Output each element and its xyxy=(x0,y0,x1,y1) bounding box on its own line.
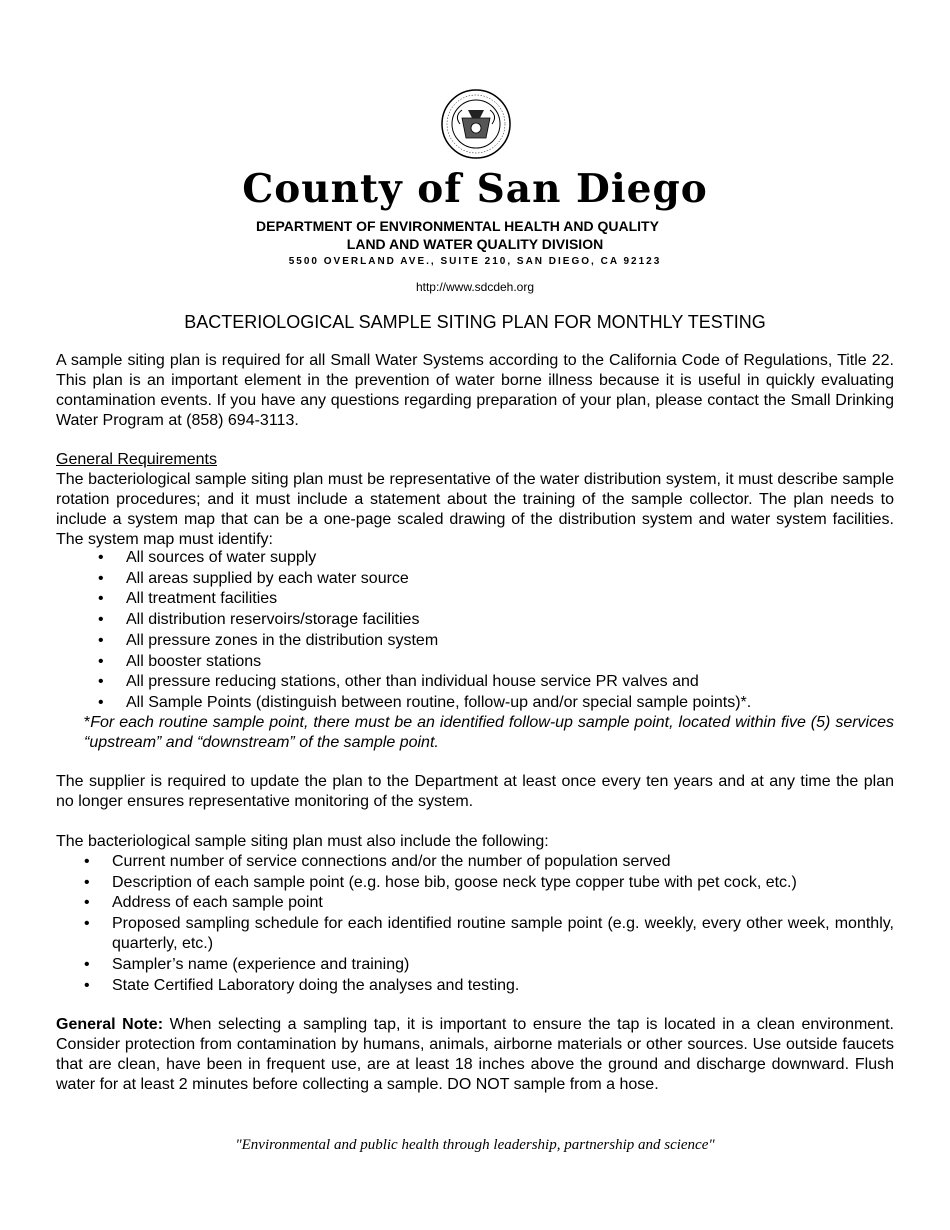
bullet-icon: • xyxy=(84,914,90,932)
list-item: • All areas supplied by each water source xyxy=(56,569,894,590)
list-item: • All sources of water supply xyxy=(56,548,894,569)
also-include-intro: The bacteriological sample siting plan must also include the following: xyxy=(56,833,549,850)
footnote-marker: * xyxy=(84,714,91,731)
list-item: • All pressure zones in the distribution system xyxy=(56,631,894,652)
footer-motto: "Environmental and public health through leadership, partnership and science" xyxy=(235,1137,715,1153)
bullet-icon: • xyxy=(98,693,104,711)
department-name: DEPARTMENT OF ENVIRONMENTAL HEALTH AND QUALITY xyxy=(256,218,659,234)
list-item: • All Sample Points (distinguish between routine, follow-up and/or special sample points)*. xyxy=(56,693,894,714)
bullet-icon: • xyxy=(98,652,104,670)
bullet-icon: • xyxy=(98,549,104,566)
list-item: • Proposed sampling schedule for each identified routine sample point (e.g. weekly, every other week, monthly, quarterly, etc.) xyxy=(84,914,894,953)
bullet-icon: • xyxy=(98,590,104,608)
general-note-paragraph xyxy=(56,1015,894,1095)
sample-point-footnote xyxy=(84,713,894,753)
county-title: County of San Diego xyxy=(242,166,708,212)
list-item: • State Certified Laboratory doing the analyses and testing. xyxy=(56,976,894,997)
bullet-icon: • xyxy=(84,894,90,912)
bullet-icon: • xyxy=(98,611,104,629)
general-note-text: When selecting a sampling tap, it is important to ensure the tap is located in a clean environment. Consider protection from contamination by humans, animals, airborne materials or other sources. Use outside faucets that are clean, have been in frequent use, are at least 18 inches above the ground and discharge downward. Flush water for at least 2 minutes before collecting a sample. DO NOT sample from a hose. xyxy=(56,1016,894,1093)
bullet-icon: • xyxy=(84,955,90,973)
county-seal-icon xyxy=(440,88,512,160)
bullet-icon: • xyxy=(98,631,104,649)
list-item: • Current number of service connections and/or the number of population served xyxy=(56,852,894,873)
general-requirements-heading: General Requirements xyxy=(56,451,217,468)
bullet-icon: • xyxy=(84,873,90,891)
office-address: 5500 OVERLAND AVE., SUITE 210, SAN DIEGO, CA 92123 xyxy=(288,256,662,267)
system-map-list xyxy=(56,548,894,714)
update-paragraph: The supplier is required to update the plan to the Department at least once every ten years and at any time the plan no longer ensures representative monitoring of the system. xyxy=(56,773,894,810)
list-item: • All booster stations xyxy=(56,652,894,673)
bullet-icon: • xyxy=(84,853,90,870)
list-item: • Sampler’s name (experience and training) xyxy=(56,955,894,976)
list-item: • All treatment facilities xyxy=(56,589,894,610)
general-note-label: General Note: xyxy=(56,1016,164,1033)
list-item: • All pressure reducing stations, other than individual house service PR valves and xyxy=(56,672,894,693)
website-link[interactable]: http://www.sdcdeh.org xyxy=(415,280,535,294)
general-requirements-paragraph: The bacteriological sample siting plan must be representative of the water distribution system, it must describe sample rotation procedures; and it must include a statement about the training of the sample collector. The plan needs to include a system map that can be a one-page scaled drawing of the distribution system and water system facilities. The system map must identify: xyxy=(56,471,894,548)
list-item: • All distribution reservoirs/storage facilities xyxy=(56,610,894,631)
bullet-icon: • xyxy=(98,673,104,691)
document-title: BACTERIOLOGICAL SAMPLE SITING PLAN FOR MONTHLY TESTING xyxy=(184,312,766,332)
footnote-text: For each routine sample point, there must be an identified follow-up sample point, located within five (5) services “upstream” and “downstream” of the sample point. xyxy=(84,714,894,751)
bullet-icon: • xyxy=(98,569,104,587)
list-item: • Address of each sample point xyxy=(56,893,894,914)
plan-contents-list xyxy=(56,852,894,996)
list-item: • Description of each sample point (e.g. hose bib, goose neck type copper tube with pet cock, etc.) xyxy=(56,873,894,894)
division-name: LAND AND WATER QUALITY DIVISION xyxy=(346,236,604,252)
intro-paragraph: A sample siting plan is required for all Small Water Systems according to the California Code of Regulations, Title 22. This plan is an important element in the prevention of water borne illness because it is useful in quickly evaluating contamination events. If you have any questions regarding preparation of your plan, please contact the Small Drinking Water Program at (858) 694-3113. xyxy=(56,352,894,429)
bullet-icon: • xyxy=(84,976,90,994)
